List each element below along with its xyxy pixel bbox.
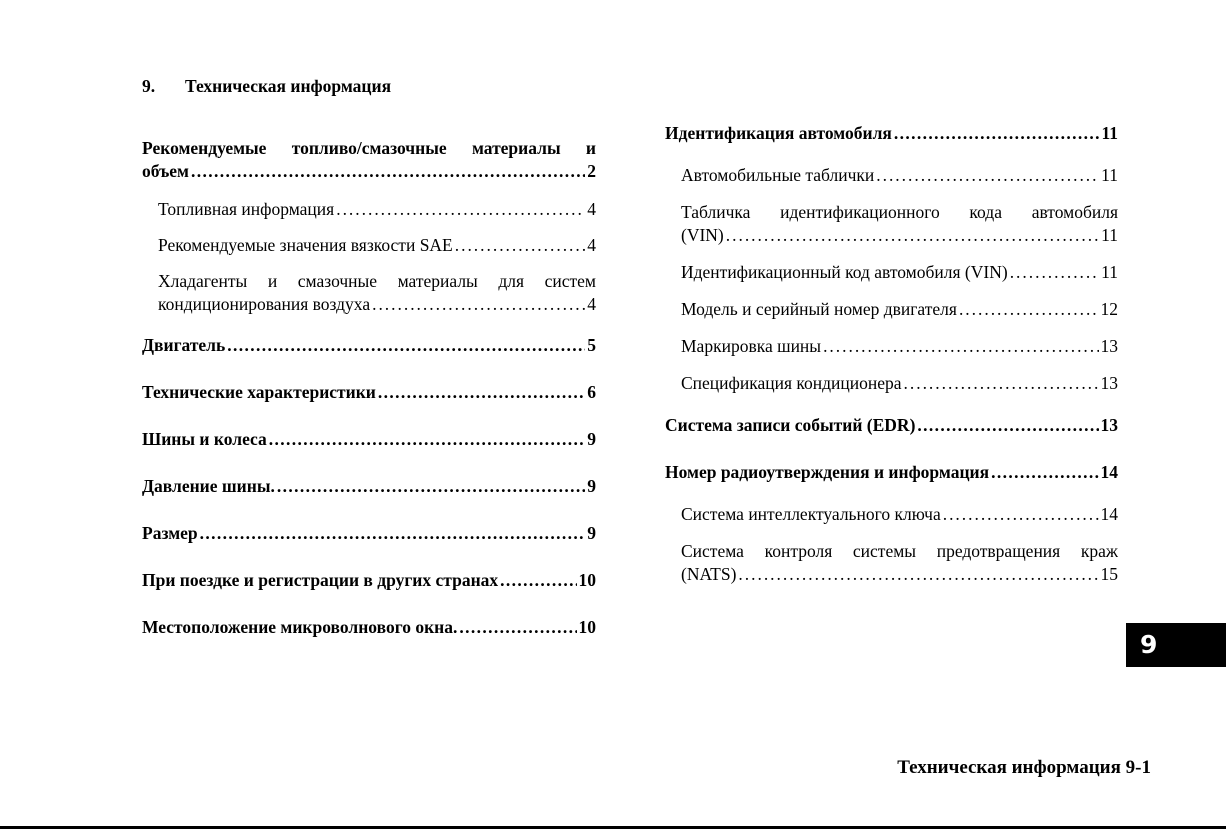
toc-entry[interactable] [665,201,1118,247]
toc-entry[interactable] [665,503,1118,526]
chapter-title: Техническая информация [185,76,392,96]
chapter-number: 9. [142,76,156,96]
toc-entry-title: Местоположение микроволнового окна. [142,617,458,637]
toc-page-number: 10 [578,617,596,637]
dot-leader [823,335,1098,355]
dot-leader [904,372,1099,392]
toc-entry-title: Спецификация кондиционера [681,373,902,393]
toc-entry[interactable] [665,540,1118,586]
toc-entry-title: Идентификация автомобиля [665,123,892,143]
toc-page-number: 15 [1100,564,1118,584]
toc-page-number: 13 [1100,415,1118,435]
toc-right-column [665,122,1118,586]
toc-entry[interactable] [142,381,596,404]
dot-leader [227,334,585,354]
dot-leader [917,414,1098,434]
toc-page-number: 12 [1100,299,1118,319]
toc-entry-title: Идентификационный код автомобиля (VIN) [681,262,1008,282]
toc-entry-title: Технические характеристики [142,382,376,402]
dot-leader [191,160,585,180]
toc-entry-title: Топливная информация [158,199,335,219]
toc-entry[interactable] [142,475,596,498]
toc-entry-title: Табличка идентификационного кода автомобиля [681,202,1118,222]
toc-entry[interactable] [665,461,1118,484]
toc-entry[interactable] [142,334,596,357]
dot-leader [277,475,585,495]
dot-leader [726,224,1099,244]
chapter-thumb-tab: 9 [1126,623,1226,667]
toc-entry[interactable] [142,198,596,221]
toc-page-number: 5 [587,335,596,355]
dot-leader [876,164,1099,184]
dot-leader [738,563,1098,583]
toc-page-number: 9 [587,523,596,543]
toc-entry[interactable] [142,522,596,545]
toc-entry[interactable] [665,372,1118,395]
toc-page-number: 11 [1101,123,1118,143]
toc-entry-title: Рекомендуемые топливо/смазочные материалы и [142,138,596,158]
toc-page-number: 2 [587,161,596,181]
toc-entry[interactable] [665,164,1118,187]
toc-page-number: 11 [1101,165,1118,185]
toc-entry[interactable] [142,569,596,592]
toc-entry-title: Система интеллектуального ключа [681,504,941,524]
toc-page-number: 10 [578,570,596,590]
toc-entry-title: Система контроля системы предотвращения краж [681,541,1118,561]
toc-left-column [142,137,596,639]
dot-leader [336,198,585,218]
toc-entry-title: Хладагенты и смазочные материалы для систем [158,271,596,291]
dot-leader [991,461,1098,481]
toc-entry-title: Двигатель [142,335,226,355]
toc-page-number: 11 [1101,225,1118,245]
toc-page-number: 9 [587,476,596,496]
toc-entry-title: Модель и серийный номер двигателя [681,299,957,319]
toc-entry[interactable] [142,428,596,451]
dot-leader [894,122,1100,142]
dot-leader [943,503,1099,523]
toc-entry[interactable] [665,122,1118,145]
toc-entry-title: При поездке и регистрации в других странах [142,570,499,590]
dot-leader [1010,261,1099,281]
toc-entry-title-cont: кондиционирования воздуха [158,294,371,314]
toc-page-number: 14 [1100,504,1118,524]
toc-page-number: 4 [587,235,596,255]
toc-page-number: 9 [587,429,596,449]
toc-entry-title-cont: (NATS) [681,564,737,584]
toc-entry-title-cont: (VIN) [681,225,724,245]
toc-entry[interactable] [142,137,596,183]
toc-entry-title: Автомобильные таблички [681,165,875,185]
dot-leader [455,234,586,254]
toc-page-number: 6 [587,382,596,402]
dot-leader [372,293,585,313]
toc-entry[interactable] [142,234,596,257]
toc-entry[interactable] [665,261,1118,284]
toc-entry[interactable] [665,335,1118,358]
toc-entry-title: Шины и колеса [142,429,267,449]
toc-page-number: 11 [1101,262,1118,282]
dot-leader [269,428,585,448]
dot-leader [459,616,576,636]
dot-leader [500,569,576,589]
toc-page-number: 13 [1100,373,1118,393]
dot-leader [200,522,586,542]
toc-entry-title: Система записи событий (EDR) [665,415,916,435]
dot-leader [378,381,585,401]
toc-page-number: 4 [587,199,596,219]
toc-entry-title: Размер [142,523,198,543]
toc-entry[interactable] [142,616,596,639]
toc-entry[interactable] [665,414,1118,437]
toc-entry-title: Номер радиоутверждения и информация [665,462,990,482]
toc-entry[interactable] [142,270,596,316]
toc-page-number: 13 [1100,336,1118,356]
chapter-heading [142,76,391,96]
toc-entry-title-cont: объем [142,161,189,181]
toc-page-number: 4 [587,294,596,314]
page-footer: Техническая информация 9-1 [897,757,1151,778]
toc-page-number: 14 [1100,462,1118,482]
toc-entry-title: Давление шины. [142,476,275,496]
toc-entry[interactable] [665,298,1118,321]
toc-entry-title: Рекомендуемые значения вязкости SAE [158,235,453,255]
dot-leader [959,298,1099,318]
toc-entry-title: Маркировка шины [681,336,822,356]
